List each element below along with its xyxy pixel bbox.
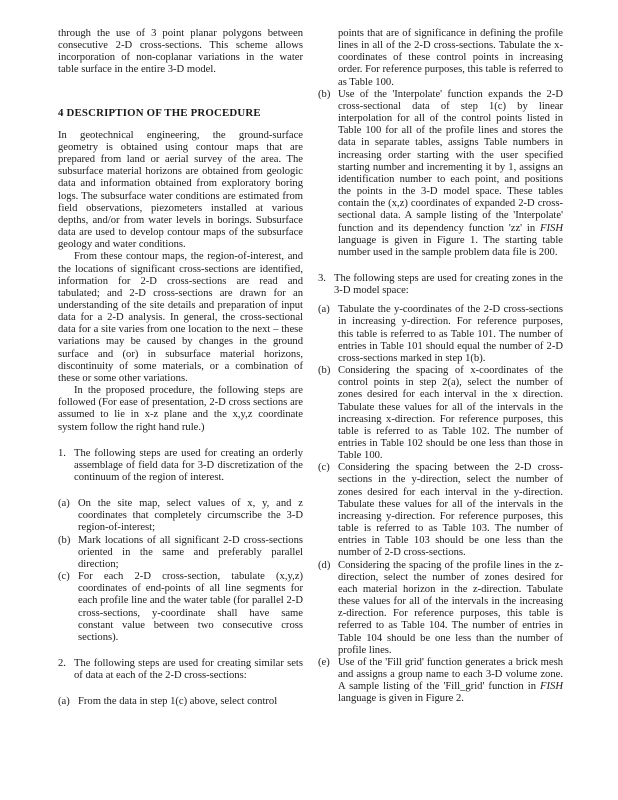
step-3 <box>318 273 563 297</box>
step-1 <box>58 448 303 484</box>
step-3e-label: (e) <box>318 656 330 668</box>
step-3-label: 3. <box>318 272 326 284</box>
step-1b <box>58 535 303 571</box>
step-1b-text: Mark locations of all significant 2-D cross-sections oriented in the same and preferably parallel direction; <box>78 534 303 570</box>
step-2b <box>318 89 563 259</box>
step-3c-text: Considering the spacing between the 2-D cross-sections in the y-direction, select the number of zones desired for each interval in the y-direction. Tabulate these values for all of the intervals in the increasing y-direction. For reference purposes, this table is referred to as Table 103. The number of entries in Table 103 should be one less than the number of 2-D cross-sections. <box>338 462 563 559</box>
body-paragraph-3: In the proposed procedure, the following steps are followed (For ease of presentation, 2-D cross sections are assumed to lie in x-z plane and the x,y,z coordinate system follow the right hand rule.) <box>58 385 303 433</box>
fish-term: FISH <box>540 222 563 234</box>
step-1a-label: (a) <box>58 498 70 510</box>
body-paragraph-2: From these contour maps, the region-of-interest, and the locations of significant cross-sections are identified, information for 2-D cross-sections are read and tabulated; and 2-D cross-sections are drawn for an understanding of the site details and preparation of input data for a 2-D analysis. In general, the cross-sectional data for a site varies from one location to the next – these variations may be caused by changes in the ground surface and (or) in subsurface material horizons, discontinuity of some materials, or a combination of these or some other variations. <box>58 251 303 384</box>
step-3a <box>318 304 563 365</box>
step-3c <box>318 462 563 559</box>
step-3b-label: (b) <box>318 365 331 377</box>
step-3b <box>318 365 563 462</box>
step-1c-text: For each 2-D cross-section, tabulate (x,y,z) coordinates of end-points of all line segments for each profile line and the water table (for parallel 2-D cross-sections, y-coordinate shall have same constant value between two consecutive cross sections). <box>78 571 303 643</box>
step-1c <box>58 571 303 644</box>
step-2b-text: Use of the 'Interpolate' function expands the 2-D cross-sectional data of step 1(c) by linear interpolation for all of the control points listed in Table 100 for all of the profile lines and stores the data in separate tables, assigns Table numbers in increasing order starting with the user specified starting number and incrementing it by 1, assigns an identification number to each point, and positions the points in the 3-D model space. These tables contain the (x,z) coordinates of expanded 2-D cross-sectional data. A sample listing of the 'Interpolate' function and its dependency function 'zz' in <box>338 88 563 234</box>
step-2 <box>58 658 303 682</box>
step-3a-label: (a) <box>318 304 330 316</box>
step-1c-label: (c) <box>58 571 70 583</box>
step-2-text: The following steps are used for creating similar sets of data at each of the 2-D cross-sections: <box>74 658 303 682</box>
fish-term: FISH <box>540 681 563 693</box>
step-3b-text: Considering the spacing of x-coordinates of the control points in step 2(a), select the number of zones desired for each interval in the x direction. Tabulate these values for all of the intervals in the increasing x-direction. For reference purposes, this table is referred to as Table 102. The number of entries in Table 102 should be one less than those in Table 100. <box>338 365 563 462</box>
step-1-text: The following steps are used for creating an orderly assemblage of field data for 3-D discretization of the continuum of the region of interest. <box>74 447 303 483</box>
right-column <box>318 28 563 705</box>
step-2a-label: (a) <box>58 696 70 708</box>
step-3e <box>318 657 563 706</box>
step-3d-label: (d) <box>318 559 331 571</box>
step-2a-continued: points that are of significance in defining the profile lines in all of the 2-D cross-sections. Tabulate the x-coordinates of these control points in increasing order. For reference purposes, this table is referred to as Table 100. <box>338 28 563 88</box>
intro-paragraph: through the use of 3 point planar polygons between consecutive 2-D cross-sections. This scheme allows incorporation of non-coplanar variations in the water table surface in the entire 3-D model. <box>58 28 303 76</box>
step-1a <box>58 498 303 534</box>
step-1b-label: (b) <box>58 534 71 546</box>
step-1-label: 1. <box>58 447 66 459</box>
step-3d <box>318 560 563 657</box>
step-1a-text: On the site map, select values of x, y, and z coordinates that completely circumscribe the 3-D region-of-interest; <box>78 498 303 534</box>
step-2a-text: From the data in step 1(c) above, select control <box>78 696 278 708</box>
step-2b-text-end: language is given in Figure 1. The starting table number used in the sample problem data file is 200. <box>338 234 563 258</box>
step-3-text: The following steps are used for creating zones in the 3-D model space: <box>334 272 563 297</box>
step-3d-text: Considering the spacing of the profile lines in the z-direction, select the number of zones desired for each material horizon in the z-direction. Tabulate these values for all of the intervals in the increasing z-direction. For reference purposes, this table is referred to as Table 104. The number of entries in Table 104 should be one less than the number of profile lines. <box>338 559 563 656</box>
body-paragraph-1: In geotechnical engineering, the ground-surface geometry is obtained using contour maps that are prepared from land or aerial survey of the area. The subsurface material horizons are obtained from geologic data and information obtained from exploratory boring logs. The subsurface water conditions are estimated from field observations, piezometers installed at various depths, and/or from water levels in borings. Subsurface data are used to develop contour maps of the subsurface geology and water conditions. <box>58 129 303 251</box>
left-column <box>58 28 303 709</box>
step-3a-text: Tabulate the y-coordinates of the 2-D cross-sections in increasing y-direction. For reference purposes, this table is referred to as Table 101. The number of entries in Table 101 should equal the number of 2-D cross-sections marked in step 1(b). <box>338 304 563 364</box>
step-3e-text-end: language is given in Figure 2. <box>338 693 464 705</box>
step-2a <box>58 696 303 708</box>
section-heading: 4 DESCRIPTION OF THE PROCEDURE <box>58 106 261 119</box>
step-2-label: 2. <box>58 658 66 670</box>
step-3c-label: (c) <box>318 462 330 474</box>
step-3e-text: Use of the 'Fill grid' function generates a brick mesh and assigns a group name to each 3-D volume zone. A sample listing of the 'Fill_grid' function in <box>338 656 563 693</box>
step-2b-label: (b) <box>318 88 331 100</box>
